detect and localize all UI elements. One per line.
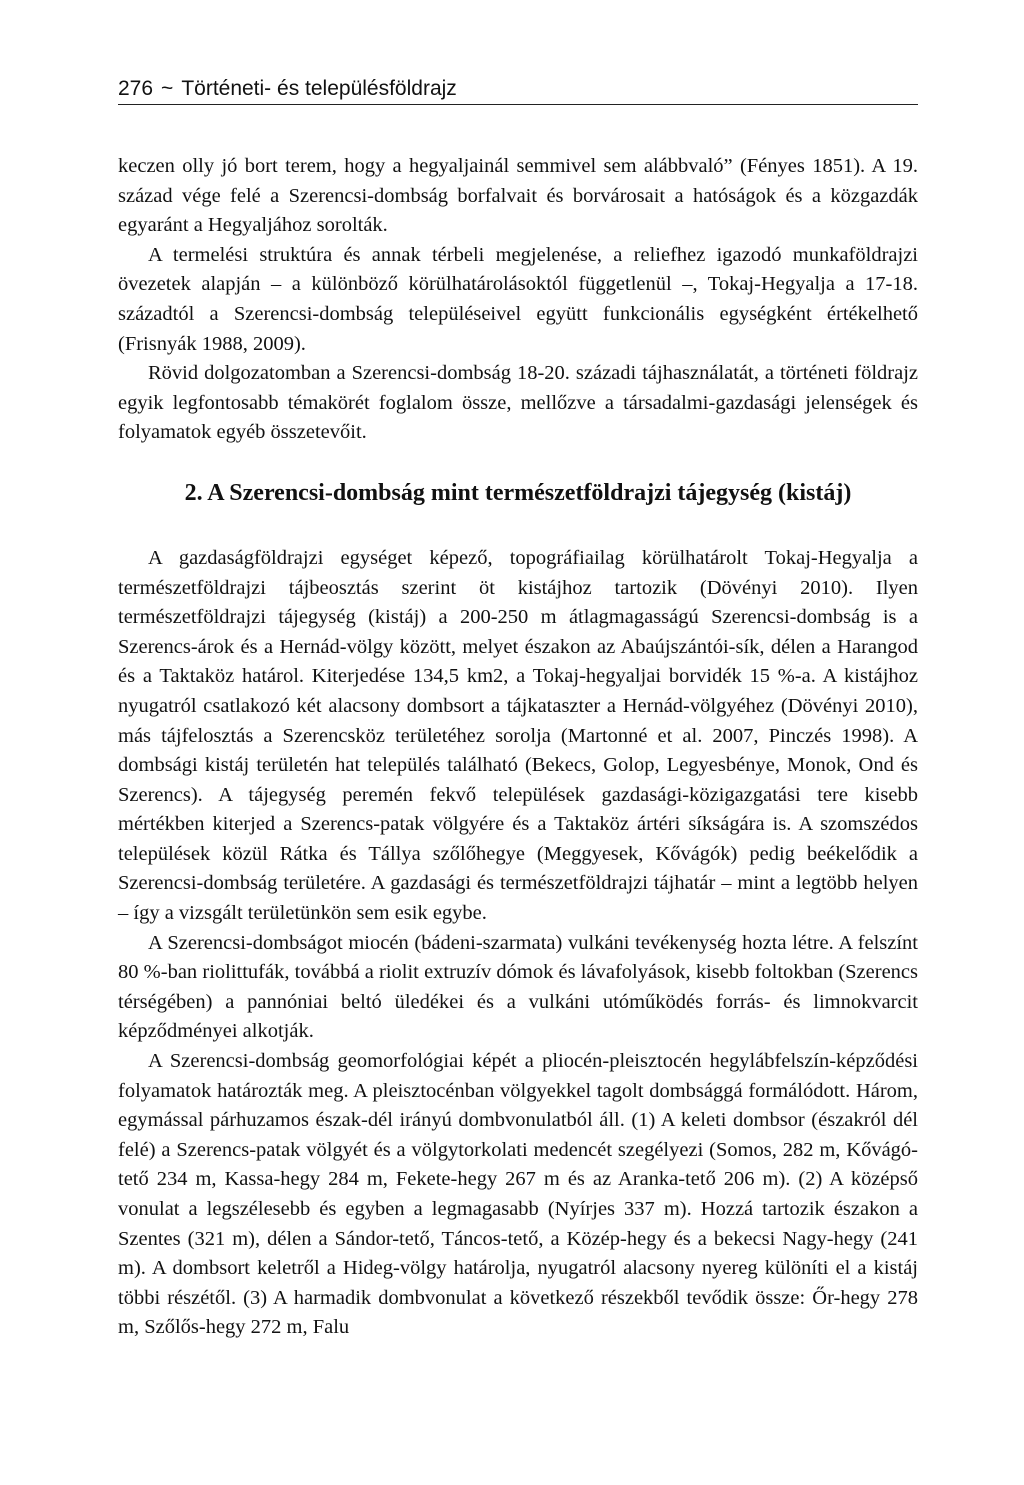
- running-title: Történeti- és településföldrajz: [181, 77, 457, 100]
- paragraph-intro-3: Rövid dolgozatomban a Szerencsi-dombság 18-20. századi tájhasználatát, a történeti földrajz egyik legfontosabb témakörét foglalom össze, mellőzve a társadalmi-gazdasági jelenségek és folyamatok egyéb összetevőit.: [118, 362, 918, 444]
- paragraph-section-1: A gazdaságföldrajzi egységet képező, topográfiailag körülhatárolt Tokaj-Hegyalja a természetföldrajzi tájbeosztás szerint öt kistájhoz tartozik (Dövényi 2010). Ilyen természetföldrajzi tájegység (kistáj) a 200-250 m átlagmagasságú Szerencsi-dombság is a Szerencs-árok és a Hernád-völgy között, melyet északon az Abaújszántói-sík, délen a Harangod és a Taktaköz határol. Kiterjedése 134,5 km2, a Tokaj-hegyaljai borvidék 15 %-a. A kistájhoz nyugatról csatlakozó két alacsony dombsort a tájkataszter a Hernád-völgyéhez (Dövényi 2010), más tájfelosztás a Szerencsköz területéhez sorolja (Martonné et al. 2007, Pinczés 1998). A dombsági kistáj területén hat település található (Bekecs, Golop, Legyesbénye, Monok, Ond és Szerencs). A tájegység peremén fekvő települések gazdasági-közigazgatási tere kisebb mértékben kiterjed a Szerencs-patak völgyére és a Taktaköz ártéri síkságára is. A szomszédos települések közül Rátka és Tállya szőlőhegye (Meggyesek, Kővágók) pedig beékelődik a Szerencsi-dombság területére. A gazdasági és természetföldrajzi tájhatár – mint a legtöbb helyen – így a vizsgált területünkön sem esik egybe.: [118, 546, 918, 925]
- paragraph-section-2: A Szerencsi-dombságot miocén (bádeni-szarmata) vulkáni tevékenység hozta létre. A felszínt 80 %-ban riolittufák, továbbá a riolit extruzív dómok és lávafolyások, kisebb foltokban (Szerencs térségében) a pannóniai beltó üledékei és a vulkáni utóműködés forrás- és limnokvarcit képződményei alkotják.: [118, 931, 918, 1043]
- running-header: [118, 74, 918, 105]
- paragraph-section-3: A Szerencsi-dombság geomorfológiai képét a pliocén-pleisztocén hegylábfelszín-képződési folyamatok határozták meg. A pleisztocénban völgyekkel tagolt dombsággá formálódott. Három, egymással párhuzamos észak-dél irányú dombvonulatból áll. (1) A keleti dombsor (északról dél felé) a Szerencs-patak völgyét és a völgytorkolati medencét szegélyezi (Somos, 282 m, Kővágó-tető 234 m, Kassa-hegy 284 m, Fekete-hegy 267 m és az Aranka-tető 206 m). (2) A középső vonulat a legszélesebb és egyben a legmagasabb (Nyírjes 337 m). Hozzá tartozik északon a Szentes (321 m), délen a Sándor-tető, Táncos-tető, a Közép-hegy és a bekecsi Nagy-hegy (241 m). A dombsort keletről a Hideg-völgy határolja, nyugatról alacsony nyereg különíti el a kistáj többi részétől. (3) A harmadik dombvonulat a következő részekből tevődik össze: Őr-hegy 278 m, Szőlős-hegy 272 m, Falu: [118, 1050, 918, 1339]
- body-text: [118, 152, 918, 1343]
- header-separator: ~: [161, 77, 174, 100]
- section-heading: 2. A Szerencsi-dombság mint természetföldrajzi tájegység (kistáj): [184, 479, 852, 506]
- paragraph-intro-2: A termelési struktúra és annak térbeli megjelenése, a reliefhez igazodó munkaföldrajzi övezetek alapján – a különböző körülhatárolásoktól függetlenül –, Tokaj-Hegyalja a 17-18. századtól a Szerencsi-dombság településeivel együtt funkcionális egységként értékelhető (Frisnyák 1988, 2009).: [118, 243, 918, 355]
- page-number: 276: [118, 77, 154, 100]
- paragraph-intro-1: keczen olly jó bort terem, hogy a hegyaljainál semmivel sem alábbvaló” (Fényes 1851). A 19. század vége felé a Szerencsi-dombság borfalvait és borvárosait a hatóságok és a közgazdák egyaránt a Hegyaljához sorolták.: [118, 155, 918, 237]
